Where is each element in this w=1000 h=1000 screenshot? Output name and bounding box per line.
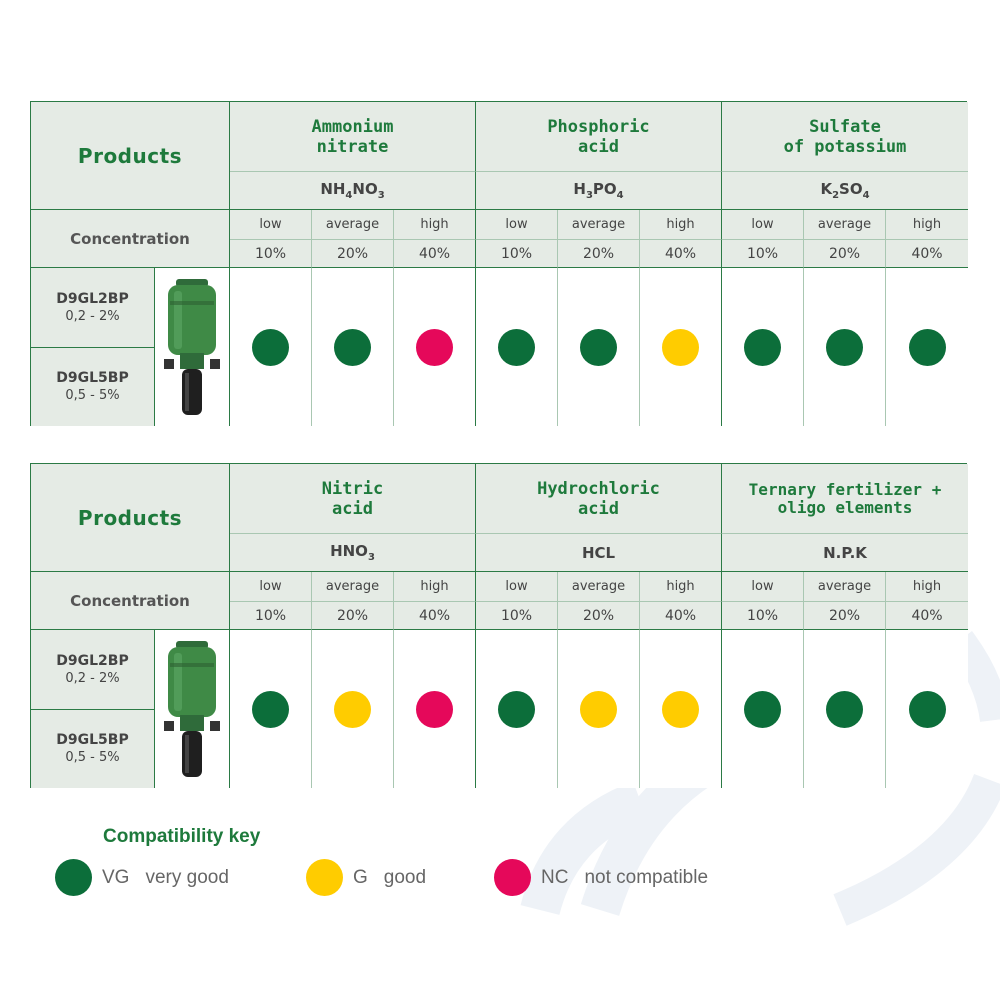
rating-cell xyxy=(394,630,476,788)
chemical-formula-2 xyxy=(476,534,722,572)
chemical-formula-3 xyxy=(722,534,968,572)
rating-cell xyxy=(722,630,804,788)
level-high: high xyxy=(640,210,722,240)
model-code: D9GL5BP xyxy=(56,732,129,748)
percent-average: 20% xyxy=(312,240,394,268)
percent-average: 20% xyxy=(558,602,640,630)
level-low: low xyxy=(476,210,558,240)
level-high: high xyxy=(394,572,476,602)
level-high: high xyxy=(886,572,968,602)
rating-dot xyxy=(826,691,863,728)
level-low: low xyxy=(230,572,312,602)
green-dot-icon xyxy=(55,859,92,896)
rating-dot xyxy=(334,691,371,728)
percent-high: 40% xyxy=(394,240,476,268)
model-code: D9GL5BP xyxy=(56,370,129,386)
rating-dot xyxy=(416,691,453,728)
level-high: high xyxy=(394,210,476,240)
rating-cell xyxy=(558,630,640,788)
level-average: average xyxy=(558,572,640,602)
rating-dot xyxy=(252,329,289,366)
model-range: 0,2 - 2% xyxy=(65,308,120,324)
yellow-dot-icon xyxy=(306,859,343,896)
model-range: 0,2 - 2% xyxy=(65,670,120,686)
rating-dot xyxy=(744,329,781,366)
products-title: Products xyxy=(77,505,183,530)
pump-icon xyxy=(162,637,222,782)
rating-dot xyxy=(498,329,535,366)
level-high: high xyxy=(640,572,722,602)
rating-dot xyxy=(498,691,535,728)
chemical-formula-1 xyxy=(230,172,476,210)
chemical-name-3: Sulfate of potassium xyxy=(722,102,968,172)
pump-icon xyxy=(162,275,222,420)
chemical-formula-3 xyxy=(722,172,968,210)
rating-cell xyxy=(476,268,558,426)
rating-cell xyxy=(886,268,968,426)
percent-high: 40% xyxy=(640,240,722,268)
rating-dot xyxy=(580,691,617,728)
chemical-name-2: Hydrochloric acid xyxy=(476,464,722,534)
rating-dot xyxy=(580,329,617,366)
legend-item-not-compatible: NC not compatible xyxy=(494,859,708,896)
concentration-header xyxy=(31,210,230,268)
legend-item-good: G good xyxy=(306,859,426,896)
percent-low: 10% xyxy=(722,240,804,268)
dosing-pump-image xyxy=(155,630,230,788)
percent-low: 10% xyxy=(476,240,558,268)
dosing-pump-image xyxy=(155,268,230,426)
concentration-label: Concentration xyxy=(70,591,190,610)
rating-cell xyxy=(312,268,394,426)
level-average: average xyxy=(804,210,886,240)
level-low: low xyxy=(476,572,558,602)
model-code: D9GL2BP xyxy=(56,290,129,307)
formula-text: HCL xyxy=(581,543,616,562)
chemical-formula-1 xyxy=(230,534,476,572)
compatibility-table-1 xyxy=(30,101,967,426)
rating-cell xyxy=(394,268,476,426)
percent-low: 10% xyxy=(476,602,558,630)
rating-dot xyxy=(744,691,781,728)
percent-low: 10% xyxy=(230,240,312,268)
rating-dot xyxy=(909,691,946,728)
percent-average: 20% xyxy=(312,602,394,630)
rating-cell xyxy=(312,630,394,788)
model-range: 0,5 - 5% xyxy=(65,388,120,403)
rating-dot xyxy=(252,691,289,728)
level-low: low xyxy=(722,572,804,602)
model-divider xyxy=(31,347,155,348)
formula-text: $K_2SO_4$ xyxy=(820,180,870,201)
percent-high: 40% xyxy=(886,240,968,268)
rating-dot xyxy=(662,691,699,728)
model-row-2 xyxy=(31,710,155,788)
rating-cell xyxy=(722,268,804,426)
chemical-name-1: Ammonium nitrate xyxy=(230,102,476,172)
rating-cell xyxy=(886,630,968,788)
model-row-1 xyxy=(31,268,155,348)
legend-item-very-good: VG very good xyxy=(55,859,229,896)
compatibility-table-2 xyxy=(30,463,967,788)
level-low: low xyxy=(230,210,312,240)
model-row-1 xyxy=(31,630,155,710)
formula-text: $H_3PO_4$ xyxy=(573,180,624,201)
formula-text: N.P.K xyxy=(823,543,867,562)
rating-dot xyxy=(826,329,863,366)
rating-dot xyxy=(416,329,453,366)
rating-cell xyxy=(230,630,312,788)
rating-cell xyxy=(476,630,558,788)
percent-average: 20% xyxy=(558,240,640,268)
products-header xyxy=(31,102,230,210)
rating-dot xyxy=(909,329,946,366)
red-dot-icon xyxy=(494,859,531,896)
products-title: Products xyxy=(77,143,183,168)
percent-average: 20% xyxy=(804,602,886,630)
rating-cell xyxy=(804,268,886,426)
products-header xyxy=(31,464,230,572)
percent-high: 40% xyxy=(886,602,968,630)
rating-cell xyxy=(640,630,722,788)
chemical-name-2: Phosphoric acid xyxy=(476,102,722,172)
rating-cell xyxy=(804,630,886,788)
percent-low: 10% xyxy=(722,602,804,630)
concentration-label: Concentration xyxy=(70,229,190,248)
model-range: 0,5 - 5% xyxy=(65,750,120,765)
rating-cell xyxy=(230,268,312,426)
formula-text: $NH_4NO_3$ xyxy=(320,180,385,201)
rating-cell xyxy=(558,268,640,426)
model-code: D9GL2BP xyxy=(56,652,129,669)
rating-dot xyxy=(334,329,371,366)
rating-dot xyxy=(662,329,699,366)
level-low: low xyxy=(722,210,804,240)
percent-high: 40% xyxy=(394,602,476,630)
level-average: average xyxy=(312,210,394,240)
level-average: average xyxy=(312,572,394,602)
concentration-header xyxy=(31,572,230,630)
chemical-name-3: Ternary fertilizer + oligo elements xyxy=(722,464,968,534)
level-average: average xyxy=(804,572,886,602)
level-high: high xyxy=(886,210,968,240)
percent-average: 20% xyxy=(804,240,886,268)
percent-high: 40% xyxy=(640,602,722,630)
formula-text: $HNO_3$ xyxy=(330,542,375,563)
percent-low: 10% xyxy=(230,602,312,630)
rating-cell xyxy=(640,268,722,426)
chemical-formula-2 xyxy=(476,172,722,210)
legend-title: Compatibility key xyxy=(103,826,261,847)
model-row-2 xyxy=(31,348,155,426)
level-average: average xyxy=(558,210,640,240)
chemical-name-1: Nitric acid xyxy=(230,464,476,534)
